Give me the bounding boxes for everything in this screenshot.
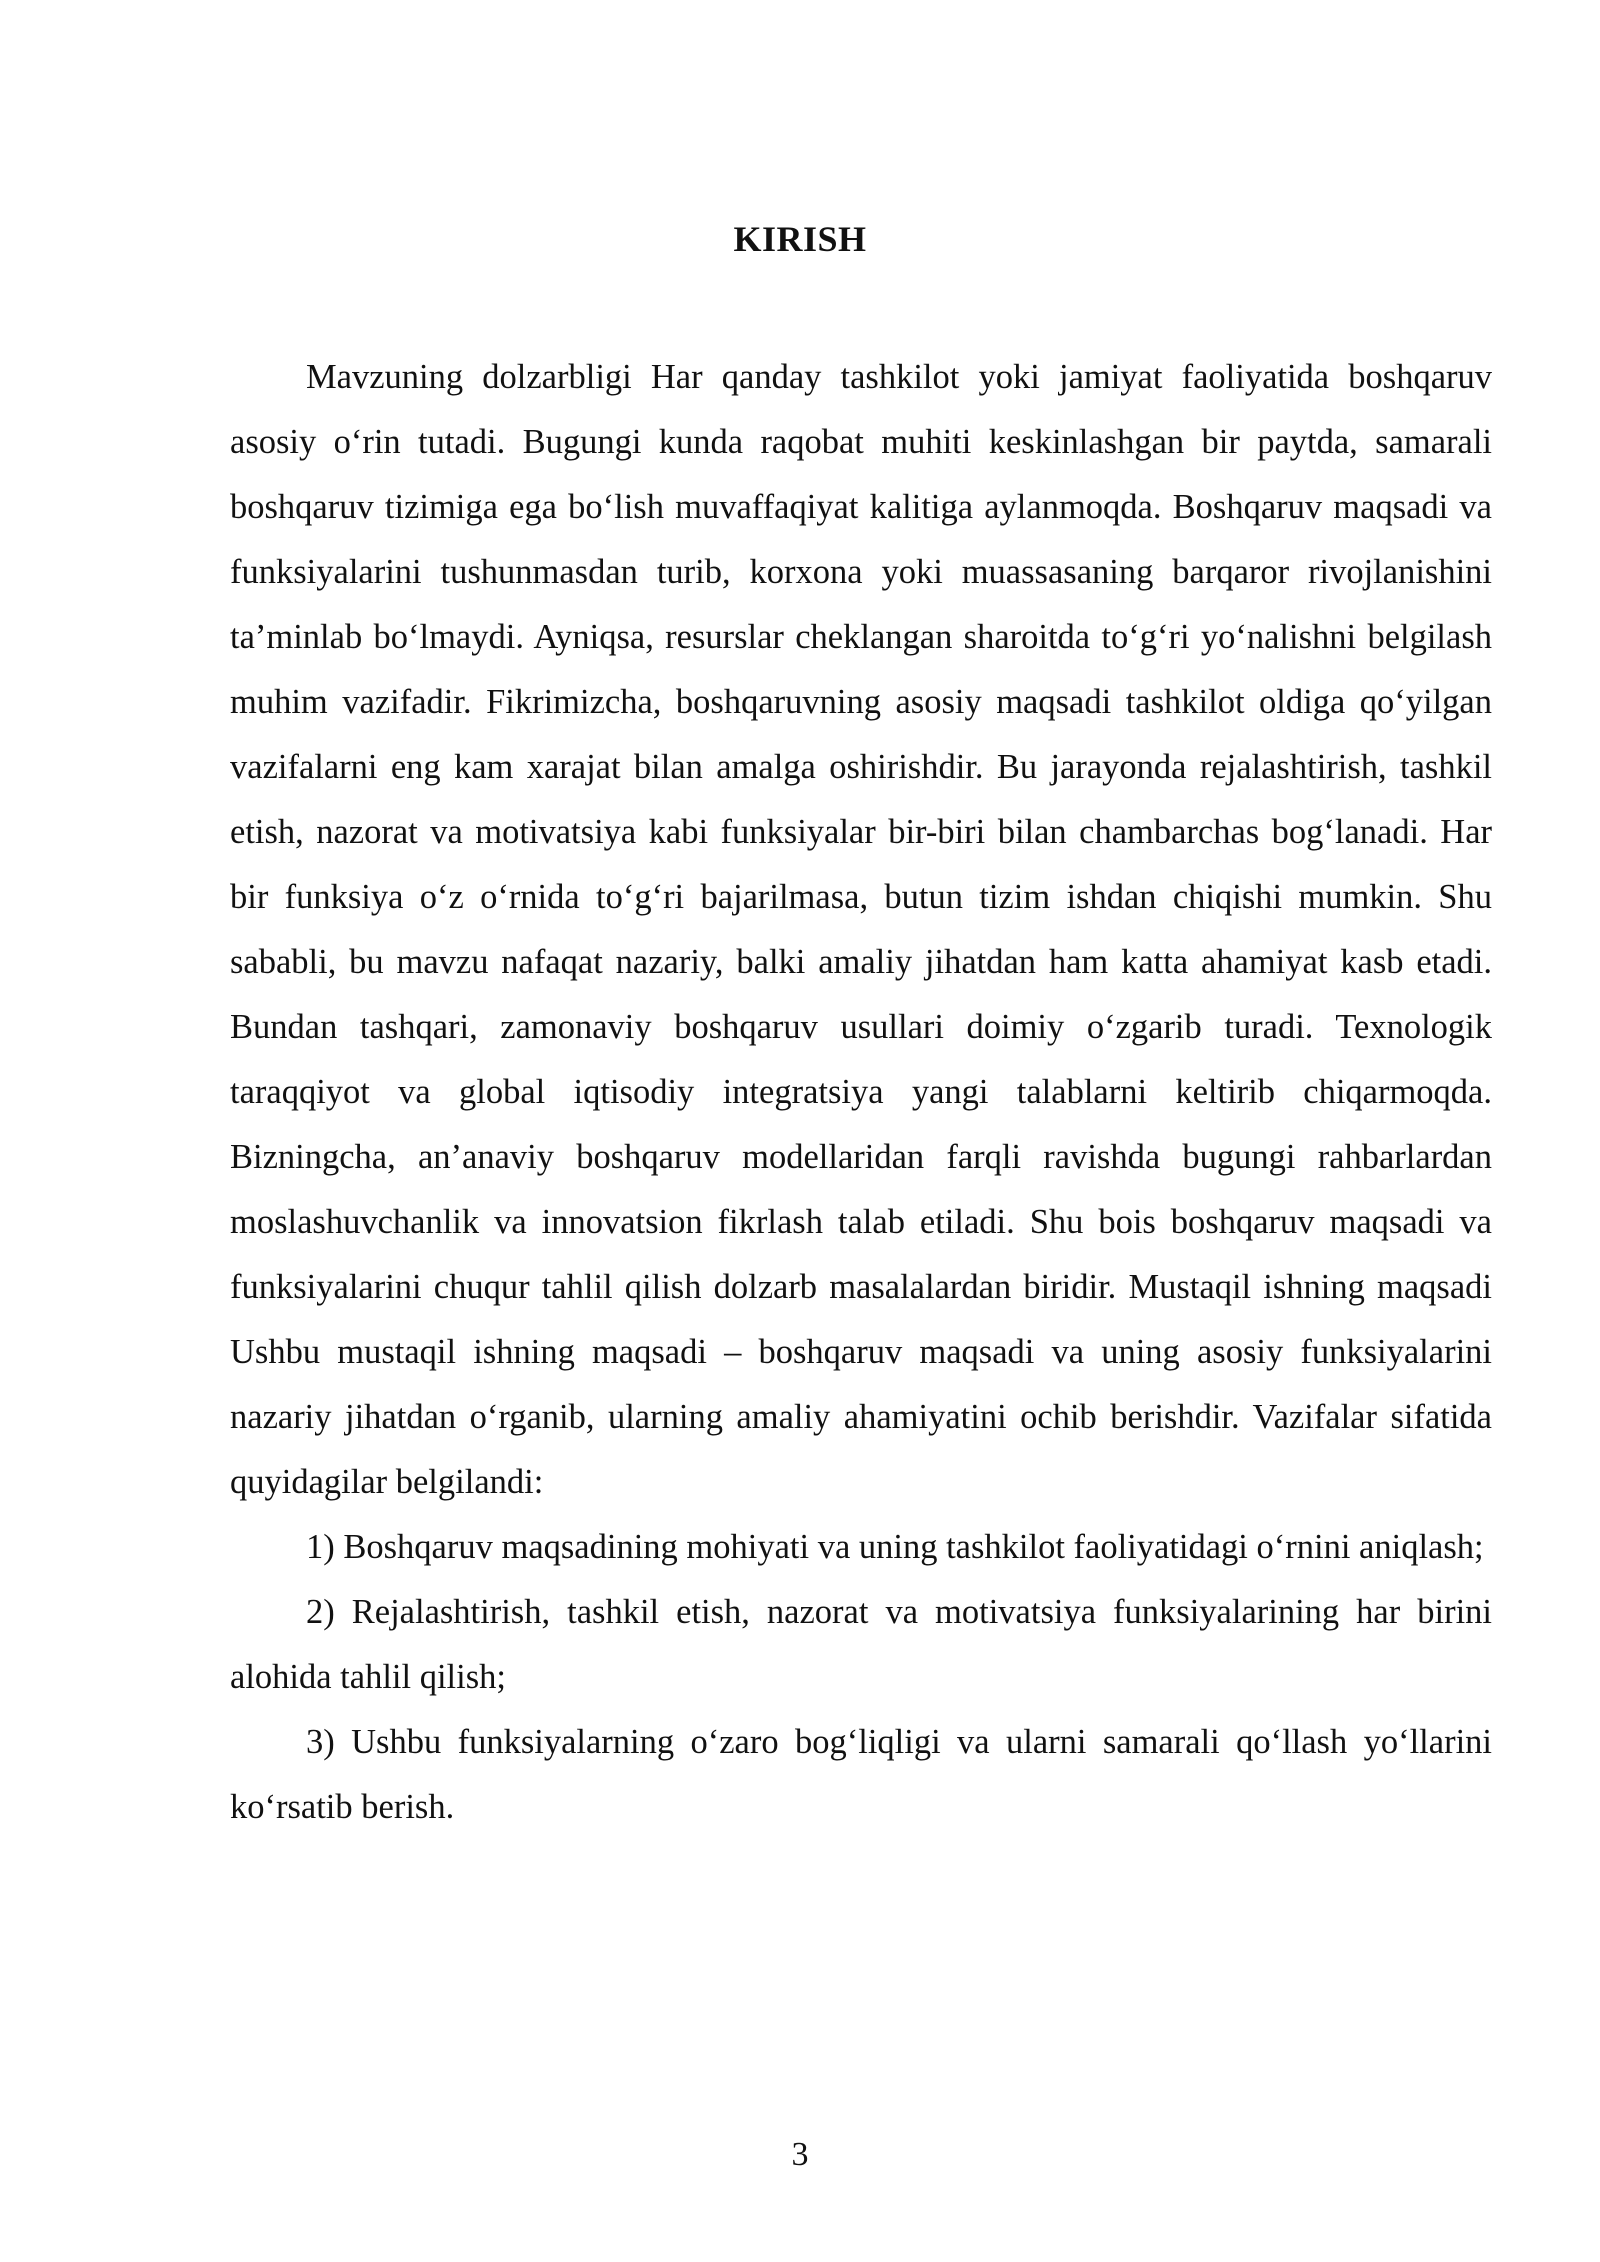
- task-item-3: 3) Ushbu funksiyalarning o‘zaro bog‘liqligi va ularni samarali qo‘llash yo‘llarini ko‘rsatib berish.: [230, 1723, 1492, 1826]
- document-body: [230, 345, 1492, 1840]
- intro-paragraph: Mavzuning dolzarbligi Har qanday tashkilot yoki jamiyat faoliyatida boshqaruv asosiy o‘rin tutadi. Bugungi kunda raqobat muhiti keskinlashgan bir paytda, samarali boshqaruv tizimiga ega bo‘lish muvaffaqiyat kalitiga aylanmoqda. Boshqaruv maqsadi va funksiyalarini tushunmasdan turib, korxona yoki muassasaning barqaror rivojlanishini ta’minlab bo‘lmaydi. Ayniqsa, resurslar cheklangan sharoitda to‘g‘ri yo‘nalishni belgilash muhim vazifadir. Fikrimizcha, boshqaruvning asosiy maqsadi tashkilot oldiga qo‘yilgan vazifalarni eng kam xarajat bilan amalga oshirishdir. Bu jarayonda rejalashtirish, tashkil etish, nazorat va motivatsiya kabi funksiyalar bir-biri bilan chambarchas bog‘lanadi. Har bir funksiya o‘z o‘rnida to‘g‘ri bajarilmasa, butun tizim ishdan chiqishi mumkin. Shu sababli, bu mavzu nafaqat nazariy, balki amaliy jihatdan ham katta ahamiyat kasb etadi. Bundan tashqari, zamonaviy boshqaruv usullari doimiy o‘zgarib turadi. Texnologik taraqqiyot va global iqtisodiy integratsiya yangi talablarni keltirib chiqarmoqda. Bizningcha, an’anaviy boshqaruv modellaridan farqli ravishda bugungi rahbarlardan moslashuvchanlik va innovatsion fikrlash talab etiladi. Shu bois boshqaruv maqsadi va funksiyalarini chuqur tahlil qilish dolzarb masalalardan biridir. Mustaqil ishning maqsadi Ushbu mustaqil ishning maqsadi – boshqaruv maqsadi va uning asosiy funksiyalarini nazariy jihatdan o‘rganib, ularning amaliy ahamiyatini ochib berishdir. Vazifalar sifatida quyidagilar belgilandi:: [230, 358, 1492, 1501]
- task-item-2: 2) Rejalashtirish, tashkil etish, nazorat va motivatsiya funksiyalarining har birini alohida tahlil qilish;: [230, 1593, 1492, 1696]
- page-title: KIRISH: [733, 219, 867, 259]
- task-item-1: 1) Boshqaruv maqsadining mohiyati va uning tashkilot faoliyatidagi o‘rnini aniqlash;: [306, 1528, 1484, 1566]
- page-number: 3: [791, 2136, 809, 2173]
